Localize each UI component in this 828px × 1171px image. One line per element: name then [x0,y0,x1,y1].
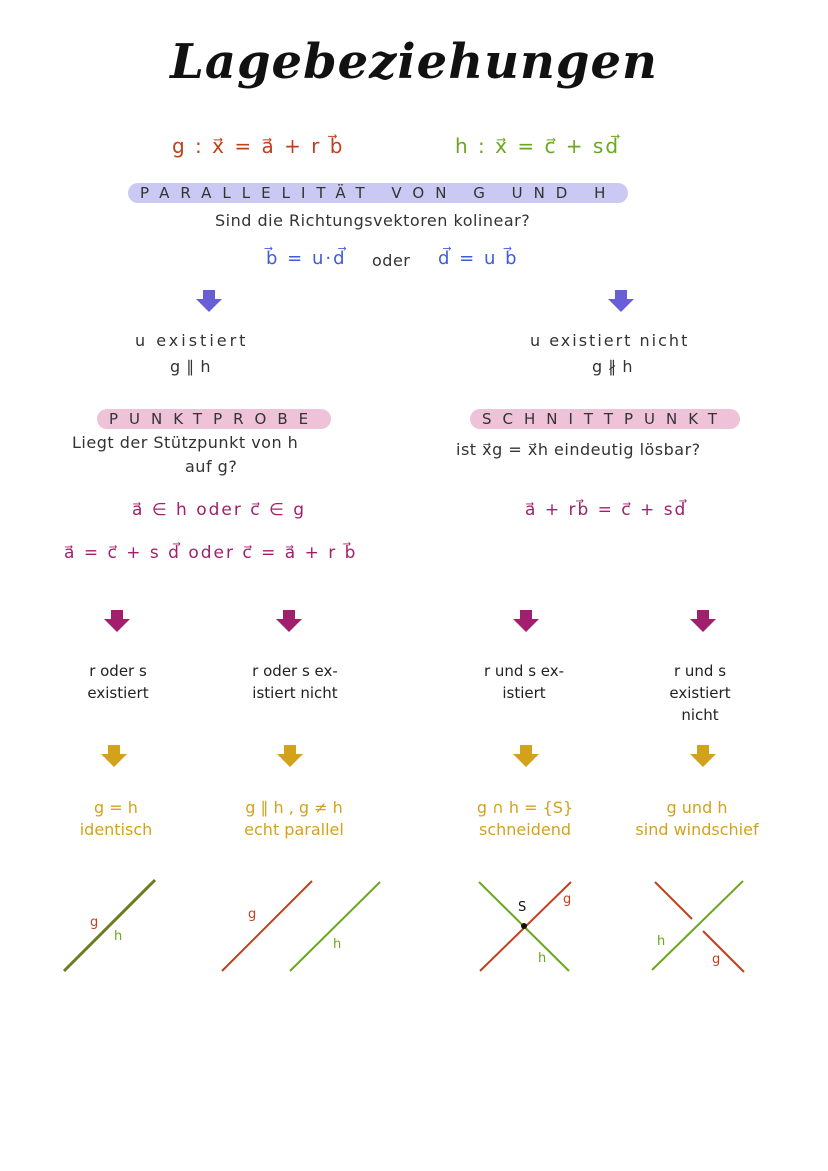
case-condition: r und s ex- istiert [483,662,565,702]
g-not-parallel-h: g ∦ h [592,357,633,376]
formula-b-ud: b⃗ = u·d⃗ [266,248,347,269]
page-title: Lagebeziehungen [170,34,658,90]
line-h-equation: h : x⃗ = c⃗ + sd⃗ [455,134,621,158]
formula-or: oder [372,251,411,270]
case-result: g und h sind windschief [635,798,759,839]
punktprobe-question-2: auf g? [185,457,238,476]
label-g: g [712,952,721,967]
label-s: S [518,900,527,915]
case-condition: r und s existiert nicht [669,662,731,724]
punktprobe-condition: a⃗ ∈ h oder c⃗ ∈ g [132,500,307,520]
punktprobe-question: Liegt der Stützpunkt von h [72,433,299,452]
case-result: g ∥ h , g ≠ h echt parallel [244,798,344,839]
diagram-identical-line [64,880,155,971]
line-g-equation: g : x⃗ = a⃗ + r b⃗ [172,134,345,158]
parallel-heading: PARALLELITÄT VON G UND H [128,183,628,203]
u-exists: u existiert [135,331,249,350]
label-g: g [563,892,572,907]
punktprobe-heading: PUNKTPROBE [97,409,331,429]
parallel-question: Sind die Richtungsvektoren kolinear? [215,211,531,230]
diagram-skew-g-upper [655,882,692,919]
schnittpunkt-formula: a⃗ + rb⃗ = c⃗ + sd⃗ [525,500,688,520]
diagram-parallel-g [222,881,312,971]
case-result: g = h identisch [79,798,153,839]
schnittpunkt-question: ist x⃗g = x⃗h eindeutig lösbar? [456,440,701,459]
label-g: g [248,907,257,922]
g-parallel-h: g ∥ h [170,357,211,376]
case-result: g ∩ h = {S} schneidend [476,798,574,839]
case-condition: r oder s ex- istiert nicht [252,662,338,702]
label-h: h [538,951,547,966]
intersection-point [521,923,527,929]
diagram-parallel-h [290,882,380,971]
label-h: h [333,937,342,952]
punktprobe-formula: a⃗ = c⃗ + s d⃗ oder c⃗ = a⃗ + r b⃗ [64,543,358,563]
label-h: h [114,929,123,944]
formula-d-ub: d⃗ = u b⃗ [438,248,519,269]
case-condition: r oder s existiert [87,662,149,702]
diagram-skew-g-lower [703,931,744,972]
label-h: h [657,934,666,949]
label-g: g [90,915,99,930]
u-not-exists: u existiert nicht [530,331,690,350]
schnittpunkt-heading: SCHNITTPUNKT [470,409,740,429]
